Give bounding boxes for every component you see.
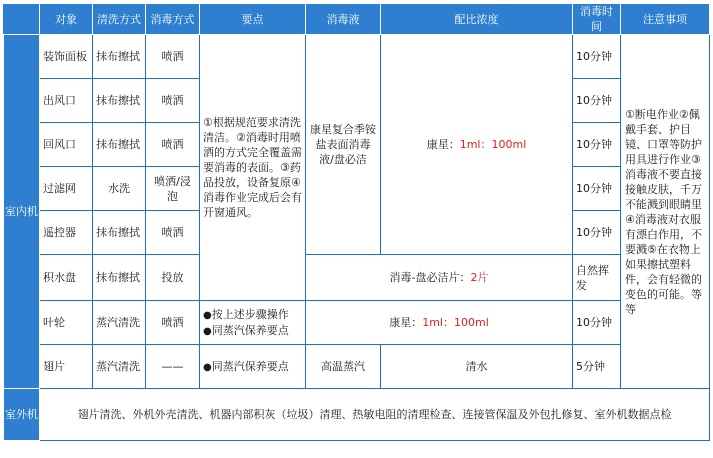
cell-ratio-impeller	[306, 301, 573, 345]
outdoor-tasks: 翅片清洗、外机外壳清洗、机器内部积灰（垃圾）清理、热敏电阻的清理检查、连接管保温及外包扎修复、室外机数据点检	[40, 389, 710, 441]
cell-time: 5分钟	[573, 345, 621, 389]
cell-disinfect: 喷洒	[146, 211, 200, 255]
bullet-icon: ●	[203, 325, 212, 337]
cell-wash: 蒸汽清洗	[93, 301, 146, 345]
key-point-text: 同蒸汽保养要点	[211, 359, 289, 373]
cell-object: 翅片	[40, 345, 93, 389]
key-point-item	[203, 323, 302, 339]
key-point-text: 按上述步骤操作	[211, 307, 289, 321]
cell-object: 回风口	[40, 123, 93, 167]
bullet-icon: ●	[203, 309, 212, 321]
outdoor-row	[4, 389, 710, 441]
key-point-text: 同蒸汽保养要点	[211, 323, 289, 337]
indoor-section-label: 室内机	[4, 35, 40, 389]
cell-disinfect: 投放	[146, 255, 200, 301]
key-point-item	[203, 307, 302, 323]
cell-disinfectant-main: 康星复合季铵盐表面消毒液/盘必洁	[306, 35, 381, 255]
header-ratio: 配比浓度	[381, 4, 573, 35]
cell-disinfectant-fin: 高温蒸汽	[306, 345, 381, 389]
cell-key-points-fin	[200, 345, 306, 389]
cell-time: 10分钟	[573, 79, 621, 123]
ratio-main-prefix: 康星：	[426, 138, 460, 151]
cell-ratio-pan	[306, 255, 573, 301]
header-disinfect: 消毒方式	[146, 4, 200, 35]
cell-time: 10分钟	[573, 123, 621, 167]
cell-disinfect: 喷洒	[146, 79, 200, 123]
key-point-item	[203, 359, 302, 375]
cell-wash: 抹布擦拭	[93, 211, 146, 255]
cell-disinfect: 喷洒	[146, 123, 200, 167]
table-header-row	[4, 4, 710, 35]
cell-time: 10分钟	[573, 301, 621, 345]
cell-wash: 抹布擦拭	[93, 79, 146, 123]
cell-time: 自然挥发	[573, 255, 621, 301]
cell-object: 出风口	[40, 79, 93, 123]
cell-key-points-main: ①根据规范要求清洗清洁。②消毒时用喷洒的方式完全覆盖需要消毒的表面。③药品投放，设备复原④消毒作业完成后会有开窗通风。	[200, 35, 306, 301]
cell-object: 积水盘	[40, 255, 93, 301]
cell-disinfect: 喷洒	[146, 301, 200, 345]
cell-wash: 蒸汽清洗	[93, 345, 146, 389]
cell-ratio-fin: 清水	[381, 345, 573, 389]
cell-object: 叶轮	[40, 301, 93, 345]
header-time: 消毒时间	[573, 4, 621, 35]
cell-wash: 抹布擦拭	[93, 123, 146, 167]
cell-time: 10分钟	[573, 35, 621, 79]
cleaning-disinfection-table	[3, 3, 710, 441]
ratio-main-value: 1ml：100ml	[459, 138, 527, 151]
cell-wash: 水洗	[93, 167, 146, 211]
ratio-pan-value: 2片	[470, 271, 489, 284]
cell-ratio-main	[381, 35, 573, 255]
ratio-impeller-prefix: 康星：	[389, 316, 423, 329]
cell-disinfect: ——	[146, 345, 200, 389]
cell-disinfect: 喷洒/浸泡	[146, 167, 200, 211]
cell-disinfect: 喷洒	[146, 35, 200, 79]
header-key-points: 要点	[200, 4, 306, 35]
table-row	[4, 255, 710, 301]
cell-key-points-impeller	[200, 301, 306, 345]
header-object: 对象	[40, 4, 93, 35]
bullet-icon: ●	[203, 361, 212, 373]
cell-object: 遥控器	[40, 211, 93, 255]
table-row	[4, 345, 710, 389]
table-row	[4, 35, 710, 79]
cell-object: 过滤网	[40, 167, 93, 211]
outdoor-section-label: 室外机	[4, 389, 40, 441]
header-wash: 清洗方式	[93, 4, 146, 35]
cell-time: 10分钟	[573, 167, 621, 211]
cell-notes: ①断电作业②佩戴手套、护目镜、口罩等防护用具进行作业③消毒液不要直接接触皮肤，千万不能溅到眼睛里④消毒液对衣服有漂白作用，不要溅⑤在衣物上如果擦拭塑料件，会有轻微的变色的可能。等等	[621, 35, 710, 389]
cell-time: 10分钟	[573, 211, 621, 255]
cell-wash: 抹布擦拭	[93, 35, 146, 79]
header-disinfectant: 消毒液	[306, 4, 381, 35]
header-blank	[4, 4, 40, 35]
cleaning-table-wrapper	[3, 3, 710, 441]
cell-wash: 抹布擦拭	[93, 255, 146, 301]
header-notes: 注意事项	[621, 4, 710, 35]
ratio-pan-prefix: 消毒-盘必洁片：	[389, 271, 471, 284]
cell-object: 装饰面板	[40, 35, 93, 79]
ratio-impeller-value: 1ml：100ml	[422, 316, 489, 329]
table-row	[4, 301, 710, 345]
